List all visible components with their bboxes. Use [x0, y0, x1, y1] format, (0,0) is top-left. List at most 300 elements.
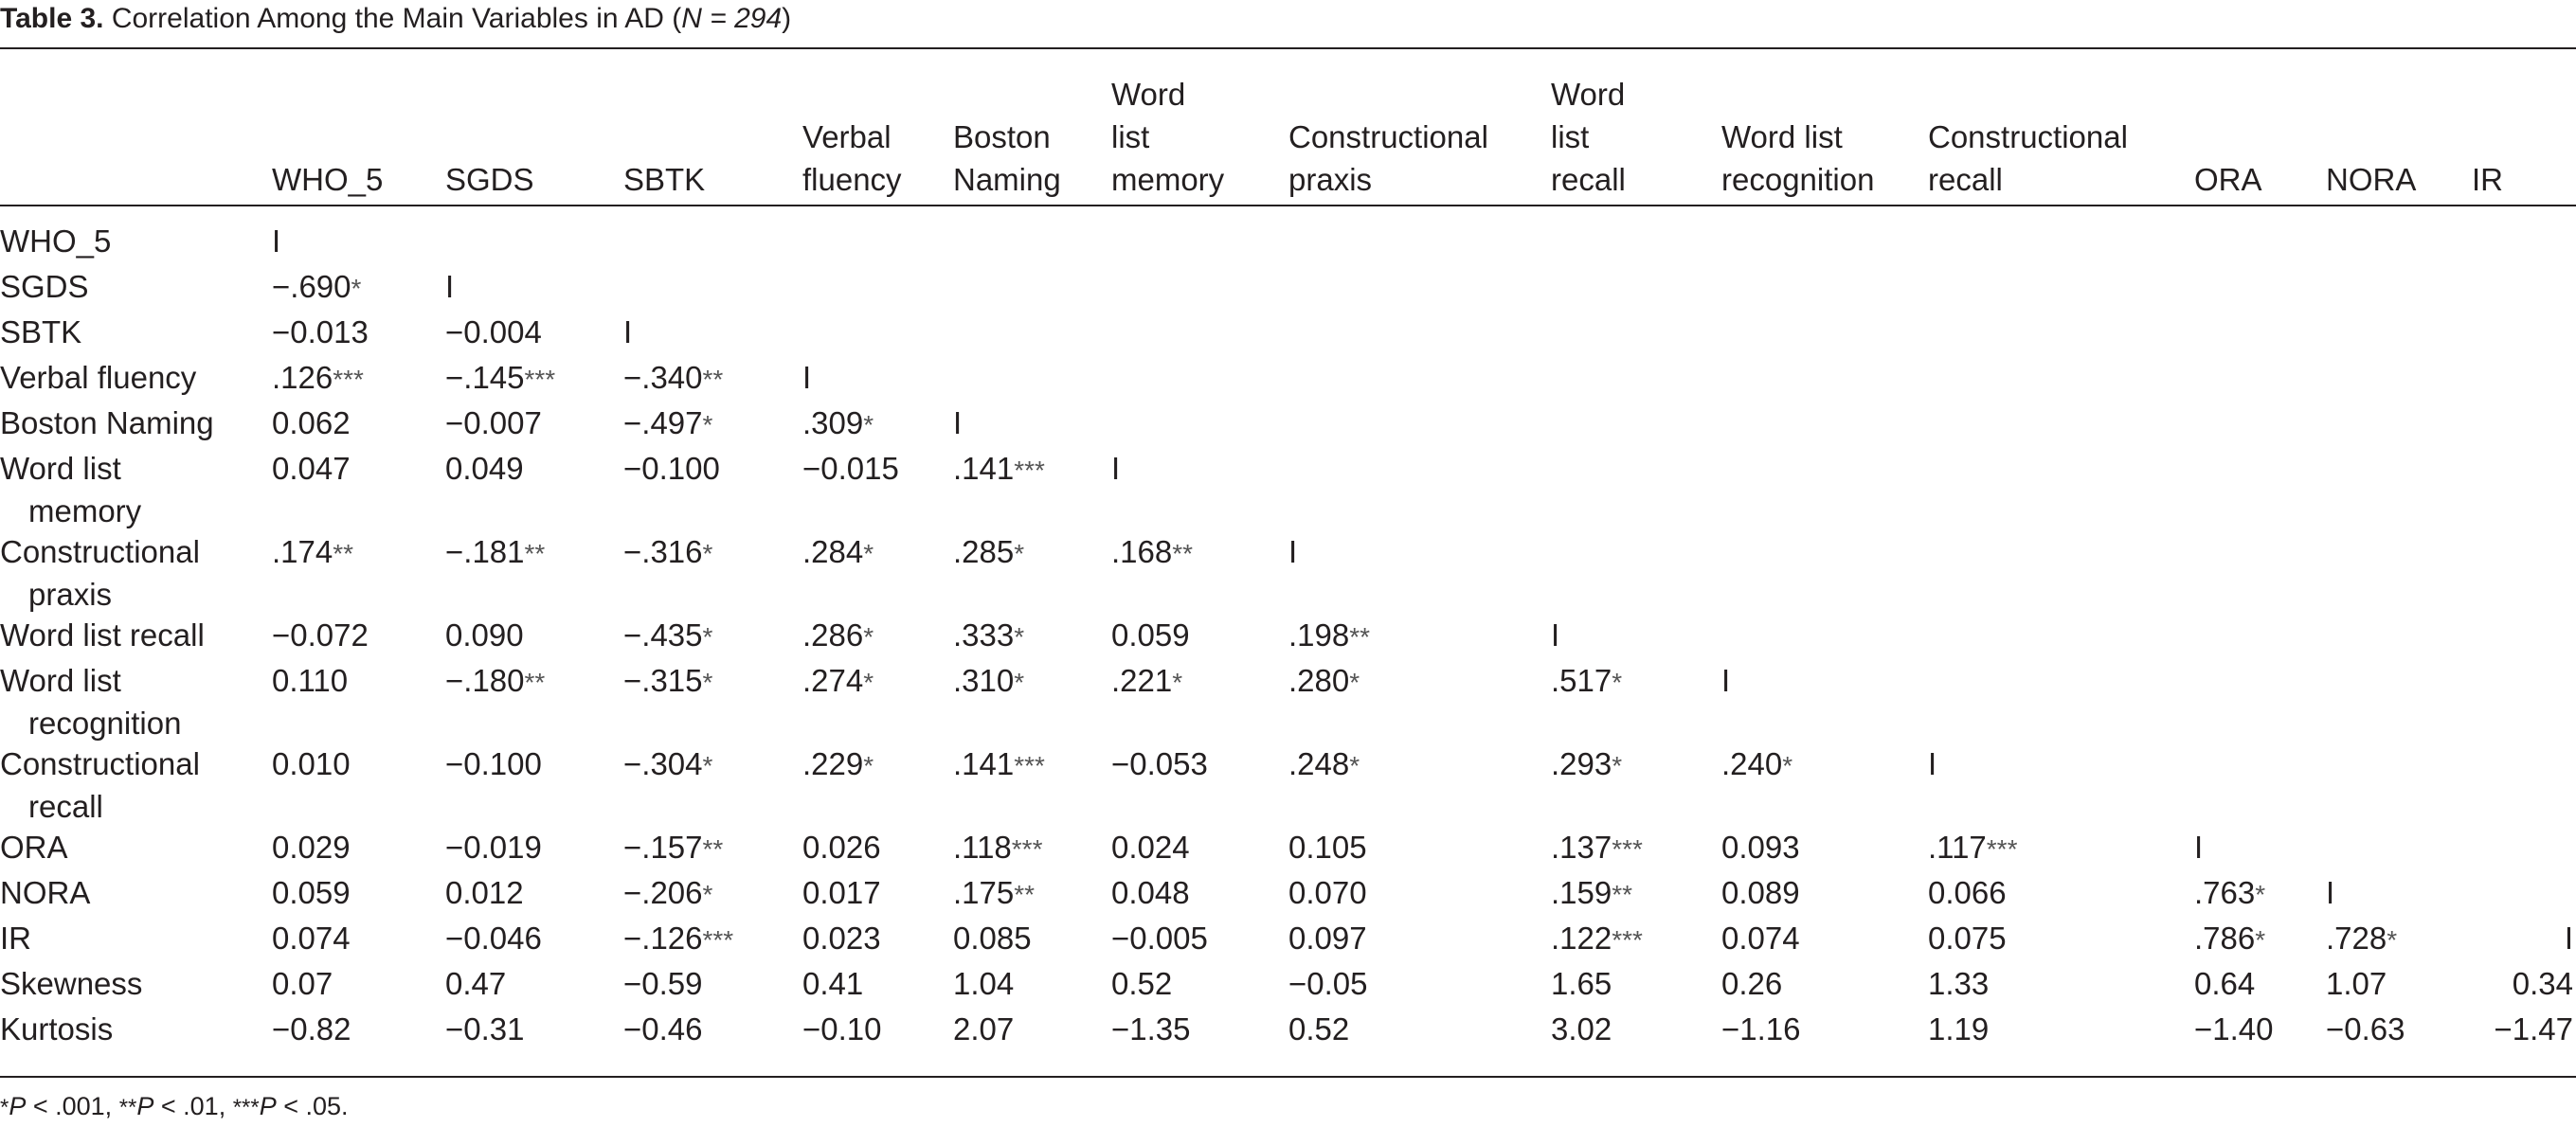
table-cell — [2495, 1008, 2574, 1050]
table-cell — [1928, 962, 1989, 1005]
significance-stars: * — [863, 668, 874, 697]
column-header-line: WHO_5 — [272, 162, 384, 197]
column-header-line: Word — [1111, 77, 1186, 112]
table-cell — [1551, 614, 1559, 656]
cell-value: I — [623, 314, 633, 349]
table-cell — [1928, 826, 2017, 870]
table-cell — [623, 962, 703, 1005]
cell-value: 0.52 — [1111, 966, 1173, 1001]
row-label-line: ORA — [0, 830, 68, 865]
cell-value: .310 — [953, 663, 1015, 698]
row-label — [0, 220, 111, 262]
cell-value: .229 — [802, 746, 864, 781]
table-cell — [2326, 1008, 2405, 1050]
footnote-p-symbol: P — [259, 1092, 277, 1120]
table-cell — [623, 447, 720, 490]
table-cell — [953, 530, 1024, 575]
row-label-line: Word list — [0, 663, 121, 698]
significance-stars: * — [2387, 925, 2398, 955]
cell-value: −0.046 — [445, 921, 542, 956]
cell-value: −.315 — [623, 663, 703, 698]
column-header-line: ORA — [2194, 162, 2262, 197]
cell-value: −0.019 — [445, 830, 542, 865]
cell-value: −0.31 — [445, 1011, 525, 1046]
table-cell — [272, 659, 348, 702]
cell-value: 0.049 — [445, 451, 524, 486]
table-cell — [445, 742, 542, 785]
column-header-line: Constructional — [1288, 119, 1488, 154]
cell-value: 0.062 — [272, 405, 351, 440]
column-header-line: Word — [1551, 77, 1626, 112]
cell-value: .309 — [802, 405, 864, 440]
row-label — [0, 742, 200, 828]
cell-value: I — [272, 224, 281, 259]
row-label-line: NORA — [0, 875, 91, 910]
cell-value: −.206 — [623, 875, 703, 910]
cell-value: −.435 — [623, 617, 703, 653]
table-cell — [802, 871, 881, 914]
cell-value: 0.075 — [1928, 921, 2007, 956]
column-header — [2472, 59, 2503, 201]
table-cell — [1111, 962, 1172, 1005]
table-cell — [1721, 826, 1800, 868]
cell-value: 0.64 — [2194, 966, 2256, 1001]
table-cell — [445, 659, 545, 704]
cell-value: .274 — [802, 663, 864, 698]
cell-value: 0.017 — [802, 875, 881, 910]
cell-value: 0.085 — [953, 921, 1032, 956]
cell-value: .786 — [2194, 921, 2256, 956]
table-cell — [1551, 1008, 1612, 1050]
column-header-line: recognition — [1721, 162, 1875, 197]
table-cell — [623, 917, 733, 961]
column-header — [1551, 59, 1626, 201]
table-cell — [445, 402, 542, 444]
significance-stars: * — [1014, 622, 1025, 652]
table-cell — [272, 402, 351, 444]
row-label — [0, 447, 141, 532]
caption-text: Correlation Among the Main Variables in AD ( — [111, 3, 682, 34]
significance-stars: * — [863, 410, 874, 439]
table-cell — [2565, 917, 2573, 959]
cell-value: −0.46 — [623, 1011, 703, 1046]
significance-stars: * — [2255, 880, 2266, 909]
significance-stars: * — [863, 751, 874, 780]
table-cell — [1928, 871, 2007, 914]
caption-close: ) — [782, 3, 792, 34]
table-cell — [802, 742, 874, 787]
table-cell — [953, 447, 1045, 492]
table-cell — [623, 659, 712, 704]
table-cell — [802, 447, 899, 490]
table-cell — [953, 826, 1042, 870]
table-cell — [445, 871, 524, 914]
significance-stars: * — [1612, 751, 1623, 780]
caption-n-symbol: N — [681, 3, 702, 34]
table-cell — [953, 659, 1024, 704]
table-cell — [445, 614, 524, 656]
table-cell — [2194, 871, 2265, 916]
cell-value: 0.070 — [1288, 875, 1367, 910]
table-cell — [623, 402, 712, 446]
row-label — [0, 659, 181, 744]
cell-value: .175 — [953, 875, 1015, 910]
cell-value: −0.013 — [272, 314, 369, 349]
cell-value: −.181 — [445, 534, 525, 569]
table-cell — [272, 917, 351, 959]
row-label-line: WHO_5 — [0, 224, 112, 259]
cell-value: 0.024 — [1111, 830, 1190, 865]
table-cell — [272, 962, 333, 1005]
row-label — [0, 614, 205, 656]
table-cell — [1288, 1008, 1349, 1050]
cell-value: 0.012 — [445, 875, 524, 910]
table-caption — [0, 0, 791, 38]
cell-value: 0.074 — [1721, 921, 1800, 956]
cell-value: I — [1551, 617, 1560, 653]
row-label — [0, 962, 142, 1005]
significance-stars: ** — [702, 365, 724, 394]
row-label-line: Constructional — [0, 746, 200, 781]
significance-stars: *** — [1014, 751, 1045, 780]
table-cell — [2194, 962, 2255, 1005]
table-cell — [272, 447, 351, 490]
cell-value: −.126 — [623, 921, 703, 956]
column-header — [445, 59, 534, 201]
table-cell — [802, 356, 811, 399]
column-header-line: praxis — [1288, 162, 1373, 197]
cell-value: −.497 — [623, 405, 703, 440]
cell-value: I — [2326, 875, 2335, 910]
table-cell — [623, 530, 712, 575]
table-cell — [1721, 917, 1800, 959]
column-header — [623, 59, 705, 201]
table-cell — [623, 356, 723, 401]
bottom-rule — [0, 1076, 2576, 1078]
significance-stars: *** — [1612, 834, 1643, 864]
table-cell — [1721, 962, 1782, 1005]
column-header — [802, 59, 902, 201]
row-label — [0, 402, 214, 444]
cell-value: I — [2194, 830, 2204, 865]
table-cell — [1288, 614, 1370, 658]
table-cell — [445, 447, 524, 490]
table-footnote — [0, 1089, 349, 1125]
cell-value: 0.07 — [272, 966, 333, 1001]
cell-value: I — [1721, 663, 1731, 698]
row-label-line: Word list recall — [0, 617, 205, 653]
cell-value: −.145 — [445, 360, 525, 395]
row-label-line: Kurtosis — [0, 1011, 114, 1046]
column-header — [272, 59, 383, 201]
significance-stars: ** — [702, 834, 724, 864]
significance-stars: * — [1612, 668, 1623, 697]
significance-stars: ** — [524, 539, 546, 568]
cell-value: .293 — [1551, 746, 1612, 781]
significance-stars: *** — [1612, 925, 1643, 955]
cell-value: 0.023 — [802, 921, 881, 956]
column-header — [1928, 59, 2128, 201]
row-label-line: recognition — [28, 706, 182, 741]
cell-value: −.690 — [272, 269, 351, 304]
row-label-line: SBTK — [0, 314, 82, 349]
table-cell — [1111, 530, 1193, 575]
cell-value: 0.026 — [802, 830, 881, 865]
significance-stars: ** — [1349, 622, 1371, 652]
cell-value: 3.02 — [1551, 1011, 1612, 1046]
table-cell — [1111, 871, 1190, 914]
table-cell — [1111, 826, 1190, 868]
cell-value: 0.110 — [272, 663, 349, 698]
table-cell — [623, 742, 712, 787]
table-number: Table 3. — [0, 3, 104, 34]
column-header-line: SGDS — [445, 162, 534, 197]
column-header-line: recall — [1928, 162, 2003, 197]
row-label — [0, 530, 200, 616]
column-header-line: Word list — [1721, 119, 1843, 154]
table-cell — [1288, 530, 1297, 573]
row-label — [0, 917, 31, 959]
cell-value: I — [445, 269, 455, 304]
column-header — [1721, 59, 1874, 201]
cell-value: 0.41 — [802, 966, 864, 1001]
cell-value: I — [1111, 451, 1121, 486]
table-cell — [1288, 962, 1368, 1005]
cell-value: −.157 — [623, 830, 703, 865]
cell-value: .284 — [802, 534, 864, 569]
cell-value: −0.05 — [1288, 966, 1368, 1001]
column-header — [2326, 59, 2416, 201]
table-cell — [1551, 742, 1622, 787]
cell-value: .198 — [1288, 617, 1350, 653]
row-label-line: memory — [28, 493, 142, 528]
row-label-line: Constructional — [0, 534, 200, 569]
significance-stars: * — [351, 274, 362, 303]
cell-value: I — [2564, 921, 2573, 956]
significance-stars: * — [702, 668, 713, 697]
cell-value: I — [1288, 534, 1298, 569]
cell-value: .141 — [953, 451, 1015, 486]
table-cell — [953, 962, 1014, 1005]
cell-value: −.304 — [623, 746, 703, 781]
row-label-line: SGDS — [0, 269, 89, 304]
row-label — [0, 826, 68, 868]
cell-value: −.340 — [623, 360, 703, 395]
row-label — [0, 871, 90, 914]
cell-value: 0.089 — [1721, 875, 1800, 910]
table-cell — [623, 1008, 703, 1050]
row-label-line: Boston Naming — [0, 405, 214, 440]
column-header-line: Verbal — [802, 119, 892, 154]
table-cell — [802, 402, 874, 446]
table-cell — [623, 826, 723, 870]
table-cell — [445, 962, 506, 1005]
cell-value: 0.105 — [1288, 830, 1367, 865]
cell-value: −0.053 — [1111, 746, 1208, 781]
column-header — [2194, 59, 2262, 201]
table-cell — [623, 871, 712, 916]
column-header-line: fluency — [802, 162, 902, 197]
column-header — [1288, 59, 1488, 201]
cell-value: −0.004 — [445, 314, 542, 349]
significance-stars: ** — [1172, 539, 1194, 568]
column-header-line: list — [1111, 119, 1150, 154]
cell-value: 1.65 — [1551, 966, 1612, 1001]
significance-stars: * — [863, 622, 874, 652]
row-label-line: recall — [28, 789, 103, 824]
cell-value: −0.015 — [802, 451, 899, 486]
table-cell — [802, 530, 874, 575]
table-cell — [272, 220, 280, 262]
significance-stars: * — [1014, 539, 1025, 568]
column-header-line: list — [1551, 119, 1590, 154]
cell-value: 0.059 — [1111, 617, 1190, 653]
cell-value: I — [1928, 746, 1937, 781]
significance-stars: * — [702, 751, 713, 780]
table-cell — [1721, 871, 1800, 914]
table-cell — [2194, 826, 2203, 868]
cell-value: .280 — [1288, 663, 1350, 698]
column-header-line: IR — [2472, 162, 2503, 197]
table-cell — [953, 1008, 1014, 1050]
significance-stars: * — [863, 539, 874, 568]
table-cell — [445, 826, 542, 868]
table-cell — [272, 826, 351, 868]
cell-value: −0.100 — [445, 746, 542, 781]
table-cell — [272, 614, 369, 656]
table-cell — [2326, 917, 2397, 961]
cell-value: .240 — [1721, 746, 1783, 781]
table-cell — [445, 356, 555, 401]
cell-value: .168 — [1111, 534, 1173, 569]
column-header-line: NORA — [2326, 162, 2417, 197]
table-cell — [1928, 917, 2007, 959]
cell-value: .333 — [953, 617, 1015, 653]
table-cell — [1721, 659, 1730, 702]
row-label-line: IR — [0, 921, 31, 956]
significance-stars: * — [1349, 668, 1360, 697]
cell-value: 0.097 — [1288, 921, 1367, 956]
table-cell — [953, 742, 1045, 787]
cell-value: −0.82 — [272, 1011, 351, 1046]
row-label-line: praxis — [28, 577, 113, 612]
table-cell — [2326, 871, 2334, 914]
footnote-stars: * — [0, 1095, 9, 1120]
table-cell — [272, 311, 369, 353]
cell-value: I — [953, 405, 963, 440]
table-cell — [1721, 742, 1792, 787]
cell-value: .137 — [1551, 830, 1612, 865]
table-cell — [953, 402, 962, 444]
cell-value: −.316 — [623, 534, 703, 569]
table-cell — [802, 659, 874, 704]
table-cell — [2194, 1008, 2274, 1050]
table-cell — [445, 530, 545, 575]
table-cell — [953, 917, 1032, 959]
caption-n-value: = 294 — [701, 3, 783, 34]
table-cell — [802, 917, 881, 959]
cell-value: −1.16 — [1721, 1011, 1801, 1046]
cell-value: .728 — [2326, 921, 2387, 956]
table-cell — [1928, 742, 1937, 785]
table-cell — [272, 265, 361, 310]
table-cell — [1551, 871, 1632, 916]
table-cell — [1551, 659, 1622, 704]
table-cell — [272, 742, 351, 785]
table-cell — [445, 311, 542, 353]
significance-stars: * — [702, 880, 713, 909]
footnote-stars: ** — [118, 1095, 137, 1120]
cell-value: 1.04 — [953, 966, 1015, 1001]
significance-stars: ** — [1014, 880, 1036, 909]
cell-value: −0.100 — [623, 451, 720, 486]
column-header-line: Constructional — [1928, 119, 2128, 154]
cell-value: 0.090 — [445, 617, 524, 653]
column-header-line: Boston — [953, 119, 1051, 154]
cell-value: .763 — [2194, 875, 2256, 910]
significance-stars: * — [1782, 751, 1793, 780]
table-cell — [1111, 742, 1208, 785]
cell-value: 1.07 — [2326, 966, 2387, 1001]
table-cell — [272, 530, 353, 575]
header-rule — [0, 205, 2576, 206]
significance-stars: ** — [524, 668, 546, 697]
table-cell — [1928, 1008, 1989, 1050]
cell-value: .517 — [1551, 663, 1612, 698]
cell-value: −0.005 — [1111, 921, 1208, 956]
significance-stars: * — [2255, 925, 2266, 955]
significance-stars: *** — [524, 365, 556, 394]
column-header-line: memory — [1111, 162, 1225, 197]
footnote-text: < .05. — [276, 1092, 349, 1120]
significance-stars: * — [702, 622, 713, 652]
cell-value: 0.26 — [1721, 966, 1783, 1001]
significance-stars: *** — [333, 365, 364, 394]
significance-stars: * — [702, 539, 713, 568]
cell-value: −0.10 — [802, 1011, 882, 1046]
table-cell — [953, 614, 1024, 658]
table-cell — [272, 1008, 351, 1050]
significance-stars: *** — [1014, 456, 1045, 485]
cell-value: I — [802, 360, 812, 395]
table-cell — [802, 1008, 882, 1050]
table-cell — [953, 871, 1035, 916]
table-cell — [1551, 917, 1643, 961]
significance-stars: ** — [1612, 880, 1633, 909]
table-cell — [1551, 962, 1612, 1005]
significance-stars: *** — [1011, 834, 1043, 864]
significance-stars: * — [1014, 668, 1025, 697]
table-cell — [1288, 917, 1367, 959]
table-cell — [445, 1008, 525, 1050]
table-cell — [1111, 917, 1208, 959]
table-cell — [1288, 742, 1360, 787]
cell-value: 0.074 — [272, 921, 351, 956]
table-cell — [1111, 447, 1120, 490]
footnote-p-symbol: P — [9, 1092, 27, 1120]
row-label-line: Word list — [0, 451, 121, 486]
cell-value: .248 — [1288, 746, 1350, 781]
row-label-line: Skewness — [0, 966, 143, 1001]
table-cell — [1721, 1008, 1801, 1050]
cell-value: −0.007 — [445, 405, 542, 440]
table-cell — [1551, 826, 1643, 870]
footnote-p-symbol: P — [136, 1092, 154, 1120]
cell-value: .286 — [802, 617, 864, 653]
cell-value: 1.33 — [1928, 966, 1990, 1001]
table-cell — [802, 962, 863, 1005]
row-label — [0, 265, 89, 308]
